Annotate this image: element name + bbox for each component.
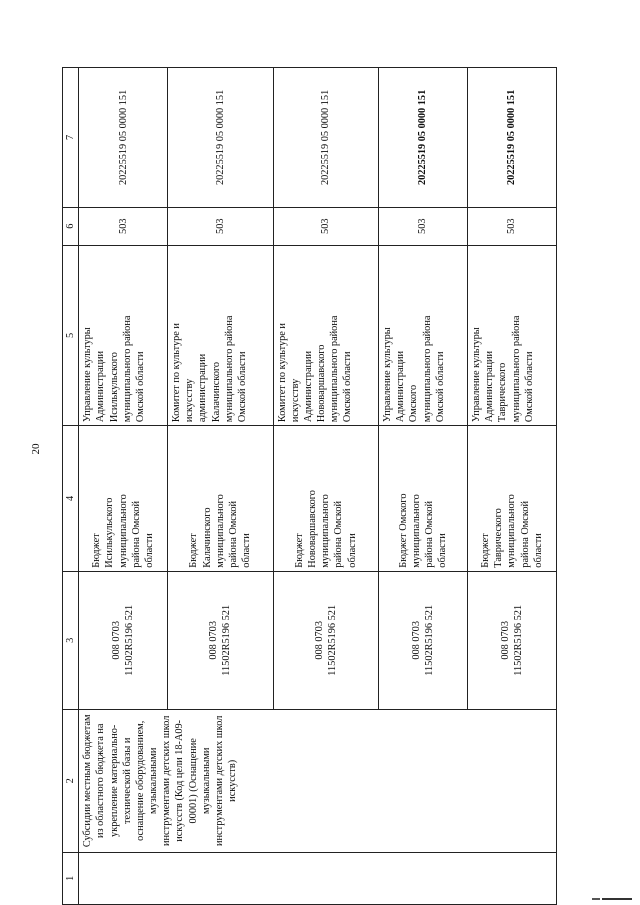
administrator-text: Комитет по культуре и искусству Администрации Нововаршавского муниципального района Омской области bbox=[276, 315, 354, 423]
chapter-cell bbox=[273, 207, 378, 245]
budget-text: Бюджет Таврического муниципального района Омской области bbox=[480, 494, 544, 568]
code-cell bbox=[79, 571, 168, 709]
chapter-cell bbox=[468, 207, 557, 245]
code-text: 008 0703 11502R5196 521 bbox=[208, 604, 233, 676]
administrator-cell bbox=[273, 245, 378, 426]
chapter-text: 503 bbox=[320, 218, 332, 234]
budget-text: Бюджет Омского муниципального района Омской области bbox=[397, 493, 449, 568]
header-col-6: 6 bbox=[63, 207, 79, 245]
income-code-cell bbox=[273, 68, 378, 208]
header-col-4: 4 bbox=[63, 426, 79, 572]
chapter-cell bbox=[168, 207, 273, 245]
administrator-text: Управление культуры Администрации Исилькульского муниципального района Омской области bbox=[82, 315, 146, 423]
chapter-text: 503 bbox=[417, 218, 429, 234]
budget-text: Бюджет Нововаршавского муниципального района Омской области bbox=[293, 490, 358, 568]
code-cell bbox=[273, 571, 378, 709]
income-code-text: 20225519 05 0000 151 bbox=[506, 89, 518, 186]
code-cell bbox=[468, 571, 557, 709]
administrator-text: Управление культуры Администрации Омского муниципального района Омской области bbox=[382, 315, 446, 423]
scan-artifact-line bbox=[592, 898, 600, 900]
table-row bbox=[79, 68, 168, 905]
income-code-text: 20225519 05 0000 151 bbox=[320, 89, 332, 186]
budget-cell bbox=[379, 426, 468, 572]
income-code-text: 20225519 05 0000 151 bbox=[117, 89, 129, 186]
header-row bbox=[63, 68, 79, 905]
administrator-cell bbox=[168, 245, 273, 426]
purpose-cell bbox=[79, 709, 557, 852]
chapter-text: 503 bbox=[117, 218, 129, 234]
income-code-text: 20225519 05 0000 151 bbox=[417, 89, 429, 186]
income-code-cell bbox=[168, 68, 273, 208]
code-text: 008 0703 11502R5196 521 bbox=[410, 604, 436, 676]
budget-cell bbox=[79, 426, 168, 572]
budget-table bbox=[62, 67, 557, 905]
chapter-text: 503 bbox=[506, 218, 518, 234]
row-number-cell bbox=[79, 852, 557, 904]
budget-text: Бюджет Калачинского муниципального района Омской области bbox=[188, 494, 253, 568]
administrator-text: Комитет по культуре и искусству администрации Калачинского муниципального района Омской области bbox=[171, 315, 248, 423]
administrator-cell bbox=[379, 245, 468, 426]
code-cell bbox=[168, 571, 273, 709]
budget-text: Бюджет Исилькульского муниципального района Омской области bbox=[91, 494, 155, 568]
budget-cell bbox=[468, 426, 557, 572]
administrator-cell bbox=[79, 245, 168, 426]
chapter-cell bbox=[379, 207, 468, 245]
chapter-cell bbox=[79, 207, 168, 245]
code-text: 008 0703 11502R5196 521 bbox=[499, 604, 524, 676]
page-number: 20 bbox=[30, 443, 42, 455]
administrator-text: Управление культуры Администрации Таврического муниципального района Омской области bbox=[471, 315, 535, 423]
code-text: 008 0703 11502R5196 521 bbox=[110, 604, 136, 676]
budget-cell bbox=[168, 426, 273, 572]
code-cell bbox=[379, 571, 468, 709]
rotated-table-container bbox=[62, 67, 557, 905]
income-code-cell bbox=[468, 68, 557, 208]
budget-cell bbox=[273, 426, 378, 572]
header-col-7: 7 bbox=[63, 68, 79, 208]
scan-artifact-line bbox=[602, 898, 632, 900]
income-code-cell bbox=[379, 68, 468, 208]
header-col-1: 1 bbox=[63, 852, 79, 904]
chapter-text: 503 bbox=[214, 218, 226, 234]
header-col-5: 5 bbox=[63, 245, 79, 426]
income-code-cell bbox=[79, 68, 168, 208]
header-col-2: 2 bbox=[63, 709, 79, 852]
income-code-text: 20225519 05 0000 151 bbox=[214, 89, 226, 186]
purpose-text: Субсидии местным бюджетам из областного бюджета на укрепление материально-технической базы и оснащение оборудованием, музыкальными инструментами детских школ искусств (Код цели 18-А09-00001) (Оснащение музыкальными инструментами детских школ искусств) bbox=[82, 714, 239, 848]
administrator-cell bbox=[468, 245, 557, 426]
code-text: 008 0703 11502R5196 521 bbox=[313, 604, 338, 676]
header-col-3: 3 bbox=[63, 571, 79, 709]
